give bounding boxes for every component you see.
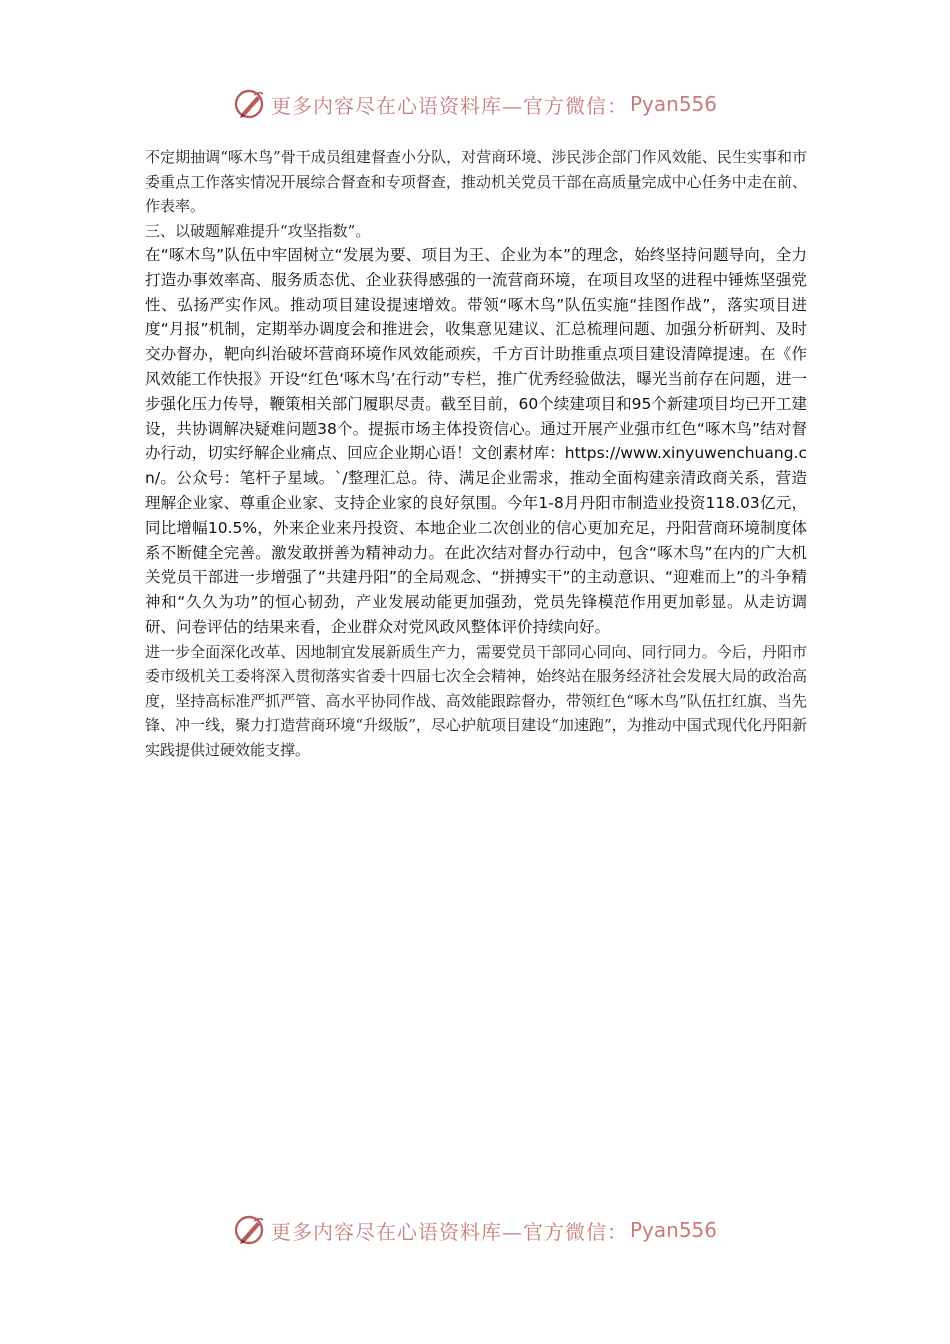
banner-text: 更多内容尽在心语资料库—官方微信： (270, 1219, 628, 1244)
header-banner (0, 84, 950, 124)
pen-logo-icon (233, 87, 267, 121)
paragraph-2: 在“啄木鸟”队伍中牢固树立“发展为要、项目为王、企业为本”的理念，始终坚持问题导向，全力打造办事效率高、服务质态优、企业获得感强的一流营商环境，在项目攻坚的进程中锤炼坚强党性、弘扬严实作风。推动项目建设提速增效。带领“啄木鸟”队伍实施“挂图作战”，落实项目进度“月报”机制，定期举办调度会和推进会，收集意见建议、汇总梳理问题、加强分析研判、及时交办督办，靶向纠治破坏营商环境作风效能顽疾，千方百计助推重点项目建设清障提速。在《作风效能工作快报》开设“红色‘啄木鸟’在行动”专栏，推广优秀经验做法，曝光当前存在问题，进一步强化压力传导，鞭策相关部门履职尽责。截至目前，60个续建项目和95个新建项目均已开工建设，共协调解决疑难问题38个。提振市场主体投资信心。通过开展产业强市红色“啄木鸟”结对督办行动，切实纾解企业痛点、回应企业期心语！文创素材库：https://www.xinyuwenchuang.cn/。公众号：笔杆子星域。`/整理汇总。待、满足企业需求，推动全面构建亲清政商关系，营造理解企业家、尊重企业家、支持企业家的良好氛围。今年1-8月丹阳市制造业投资118.03亿元，同比增幅10.5%，外来企业来丹投资、本地企业二次创业的信心更加充足，丹阳营商环境制度体系不断健全完善。激发敢拼善为精神动力。在此次结对督办行动中，包含“啄木鸟”在内的广大机关党员干部进一步增强了“共建丹阳”的全局观念、“拼搏实干”的主动意识、“迎难而上”的斗争精神和“久久为功”的恒心韧劲，产业发展动能更加强劲，党员先锋模范作用更加彰显。从走访调研、问卷评估的结果来看，企业群众对党风政风整体评价持续向好。 (145, 246, 807, 636)
paragraph-3: 进一步全面深化改革、因地制宜发展新质生产力，需要党员干部同心同向、同行同力。今后，丹阳市委市级机关工委将深入贯彻落实省委十四届七次全会精神，始终站在服务经济社会发展大局的政治高度，坚持高标准严抓严管、高水平协同作战、高效能跟踪督办，带领红色“啄木鸟”队伍扛红旗、当先锋、冲一线，聚力打造营商环境“升级版”，尽心护航项目建设“加速跑”，为推动中国式现代化丹阳新实践提供过硬效能支撑。 (145, 642, 807, 759)
banner-text: 更多内容尽在心语资料库—官方微信： (270, 93, 628, 118)
footer-banner (0, 1210, 950, 1250)
banner-wechat-id: Pyan556 (629, 92, 717, 116)
section-heading-3: 三、以破题解难提升“攻坚指数”。 (145, 221, 371, 240)
pen-logo-icon (233, 1213, 267, 1247)
banner-wechat-id: Pyan556 (629, 1218, 717, 1242)
document-body (145, 145, 807, 762)
paragraph-1: 不定期抽调“啄木鸟”骨干成员组建督查小分队，对营商环境、涉民涉企部门作风效能、民生实事和市委重点工作落实情况开展综合督查和专项督查，推动机关党员干部在高质量完成中心任务中走在前、作表率。 (145, 148, 807, 215)
